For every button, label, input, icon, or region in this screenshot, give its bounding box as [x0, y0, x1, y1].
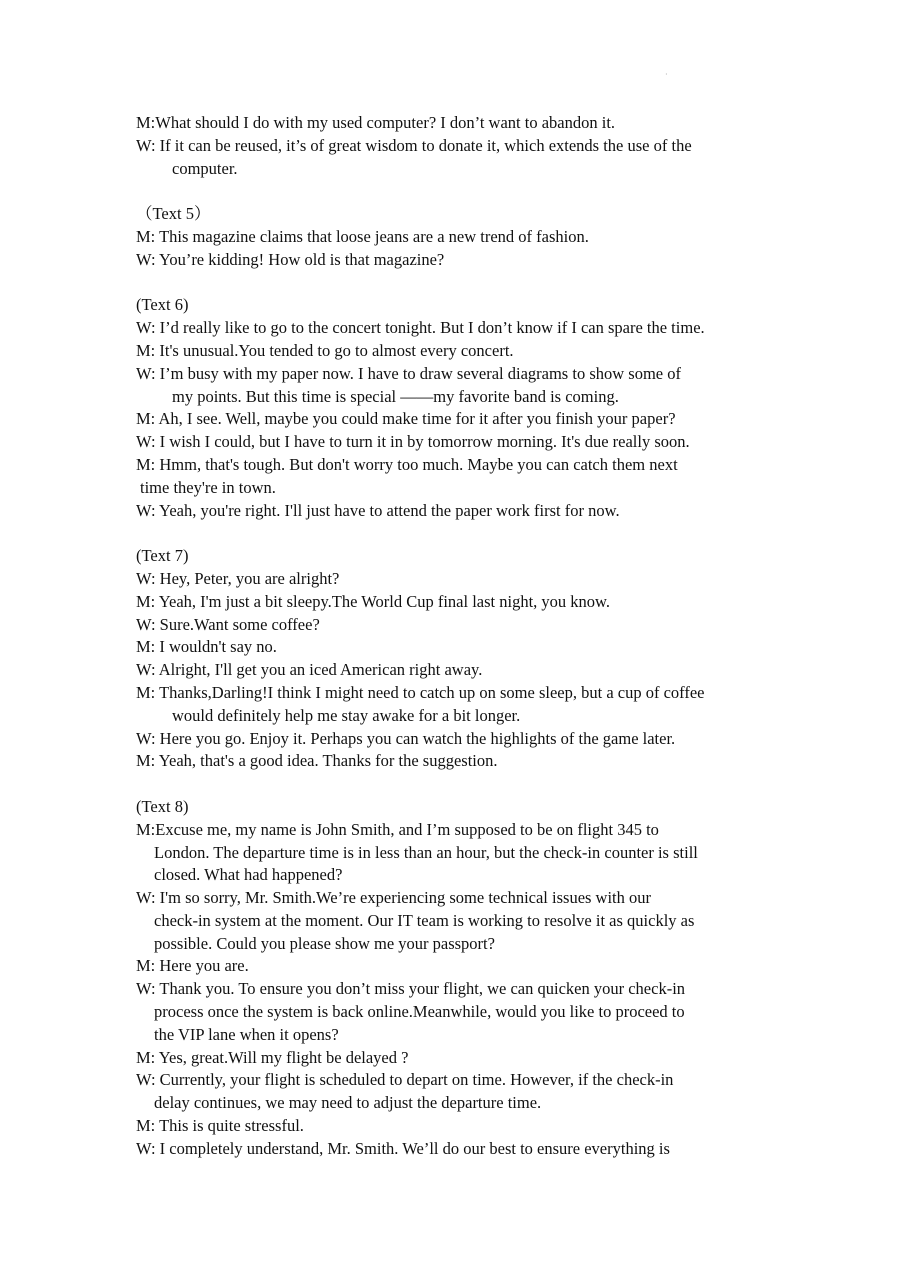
dialogue-line: M: It's unusual.You tended to go to almost every concert. — [136, 340, 514, 360]
dialogue-line: W: I completely understand, Mr. Smith. We’ll do our best to ensure everything is — [136, 1138, 670, 1158]
dialogue-line: M: Thanks,Darling!I think I might need to catch up on some sleep, but a cup of coffee — [136, 682, 705, 702]
dialogue-line: W: Thank you. To ensure you don’t miss your flight, we can quicken your check-in — [136, 979, 686, 999]
dialogue-line: W: I’d really like to go to the concert tonight. But I don’t know if I can spare the time. — [136, 318, 705, 338]
dialogue-line: W: Here you go. Enjoy it. Perhaps you can watch the highlights of the game later. — [136, 728, 676, 748]
dialogue-line: W: You’re kidding! How old is that magazine? — [136, 249, 445, 269]
dialogue-line: W: I’m busy with my paper now. I have to draw several diagrams to show some of — [136, 363, 681, 383]
dialogue-line-continued: would definitely help me stay awake for a bit longer. — [172, 705, 521, 725]
dialogue-line: M: Hmm, that's tough. But don't worry too much. Maybe you can catch them next — [136, 454, 678, 474]
dialogue-line: W: Currently, your flight is scheduled to depart on time. However, if the check-in — [136, 1070, 674, 1090]
section-heading-text-8: (Text 8) — [136, 796, 189, 816]
dialogue-line-continued: process once the system is back online.Meanwhile, would you like to proceed to — [154, 1002, 685, 1022]
dialogue-line-continued: computer. — [172, 158, 238, 178]
dialogue-line-continued: the VIP lane when it opens? — [154, 1024, 339, 1044]
dialogue-line: M: Ah, I see. Well, maybe you could make time for it after you finish your paper? — [136, 409, 676, 429]
dialogue-line: M:Excuse me, my name is John Smith, and I’m supposed to be on flight 345 to — [136, 819, 659, 839]
dialogue-line-continued: my points. But this time is special ——my favorite band is coming. — [172, 386, 619, 406]
dialogue-line: M: This magazine claims that loose jeans are a new trend of fashion. — [136, 226, 589, 246]
dialogue-line-continued: time they're in town. — [140, 477, 276, 497]
dialogue-line: W: Alright, I'll get you an iced American right away. — [136, 660, 483, 680]
dialogue-line: W: I'm so sorry, Mr. Smith.We’re experiencing some technical issues with our — [136, 888, 652, 908]
transcript — [136, 112, 776, 1161]
dialogue-line: M:What should I do with my used computer? I don’t want to abandon it. — [136, 113, 616, 132]
dialogue-line: W: If it can be reused, it’s of great wisdom to donate it, which extends the use of the — [136, 135, 692, 155]
dialogue-line: M: This is quite stressful. — [136, 1116, 304, 1136]
blank-line — [136, 522, 776, 545]
dialogue-line-continued: possible. Could you please show me your passport? — [154, 933, 495, 953]
dialogue-line-continued: delay continues, we may need to adjust the departure time. — [154, 1093, 542, 1113]
dialogue-line: W: I wish I could, but I have to turn it in by tomorrow morning. It's due really soon. — [136, 432, 690, 452]
corner-mark: · — [665, 70, 668, 79]
section-heading-text-6: (Text 6) — [136, 295, 189, 315]
dialogue-line: W: Yeah, you're right. I'll just have to attend the paper work first for now. — [136, 500, 620, 520]
dialogue-line-continued: check-in system at the moment. Our IT team is working to resolve it as quickly as — [154, 910, 695, 930]
dialogue-line: M: I wouldn't say no. — [136, 637, 277, 657]
dialogue-line-continued: closed. What had happened? — [154, 865, 343, 885]
section-heading-text-7: (Text 7) — [136, 546, 189, 566]
dialogue-line: W: Hey, Peter, you are alright? — [136, 568, 340, 588]
section-heading-text-5: （Text 5） — [136, 204, 211, 224]
blank-line — [136, 180, 776, 203]
dialogue-line: M: Yeah, that's a good idea. Thanks for the suggestion. — [136, 751, 498, 771]
dialogue-line: M: Here you are. — [136, 956, 249, 976]
dialogue-line: M: Yes, great.Will my flight be delayed ? — [136, 1047, 409, 1067]
blank-line — [136, 272, 776, 295]
dialogue-line: M: Yeah, I'm just a bit sleepy.The World Cup final last night, you know. — [136, 591, 610, 611]
blank-line — [136, 773, 776, 796]
dialogue-line-continued: London. The departure time is in less than an hour, but the check-in counter is still — [154, 842, 698, 862]
dialogue-line: W: Sure.Want some coffee? — [136, 614, 320, 634]
